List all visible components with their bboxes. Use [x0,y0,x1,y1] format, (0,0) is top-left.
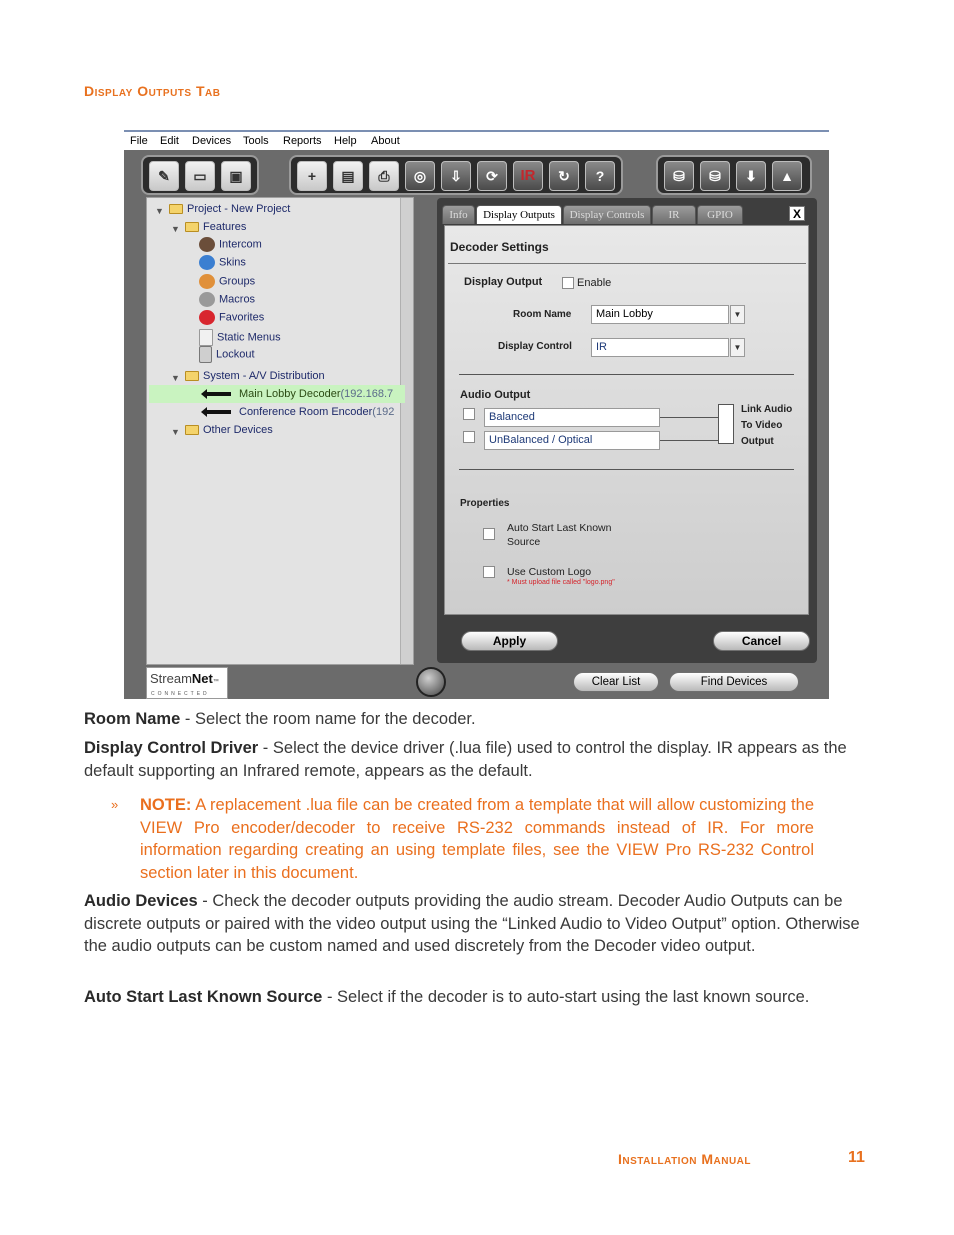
menu-help[interactable]: Help [334,135,357,147]
audio-output-label: Audio Output [460,389,531,401]
decoder-icon [205,392,231,396]
panel-title: Decoder Settings [450,240,549,254]
display-control-paragraph: Display Control Driver - Select the device driver (.lua file) used to control the display. IR appears as the default supporting an Infrared remote, appears as the default. [84,739,847,780]
document-icon [199,329,213,346]
add-device-icon[interactable]: + [297,161,327,191]
tab-info[interactable]: Info [442,205,475,224]
cancel-button[interactable]: Cancel [713,631,810,651]
section-title: Display Outputs Tab [84,83,221,99]
note-bullet: » [111,797,119,812]
wizard-icon[interactable]: ▲ [772,161,802,191]
tree-scrollbar[interactable] [400,198,413,664]
tab-gpio[interactable]: GPIO [697,205,743,224]
display-control-label: Display Control [498,341,572,352]
tree-item-encoder[interactable]: Conference Room Encoder(192 [205,406,394,418]
tree-item-intercom[interactable]: Intercom [199,237,262,252]
custom-logo-checkbox[interactable] [483,566,495,578]
page-number: 11 [848,1149,865,1166]
toolbar-device-group [289,155,623,195]
heart-icon [199,310,215,325]
device-tree [146,197,414,665]
expand-icon[interactable]: ▼ [171,427,180,437]
tab-ir[interactable]: IR [652,205,696,224]
folder-icon [185,425,199,435]
menu-reports[interactable]: Reports [283,135,322,147]
toolbar-file-group [141,155,259,195]
tree-item-macros[interactable]: Macros [199,292,255,307]
folder-icon [185,222,199,232]
display-output-label: Display Output [464,276,543,288]
chevron-down-icon[interactable]: ▼ [730,305,745,324]
download-icon[interactable]: ⇩ [441,161,471,191]
streamnet-logo: StreamNet™ CONNECTED [146,667,228,699]
link-audio-label-1: Link Audio [741,404,793,415]
footer-label: Installation Manual [618,1151,751,1167]
refresh-icon[interactable]: ↻ [549,161,579,191]
app-screenshot [124,130,829,699]
display-control-select[interactable]: IR [591,338,729,357]
apply-button[interactable]: Apply [461,631,558,651]
menu-file[interactable]: File [130,135,148,147]
printer-icon[interactable]: ⎙ [369,161,399,191]
macros-icon [199,292,215,307]
menu-edit[interactable]: Edit [160,135,179,147]
network-icon[interactable]: ⛁ [700,161,730,191]
device-icon[interactable]: ▤ [333,161,363,191]
tree-item-skins[interactable]: Skins [199,255,246,270]
tree-item-groups[interactable]: Groups [199,274,255,289]
link-audio-toggle[interactable] [718,404,734,444]
note-paragraph: NOTE: A replacement .lua file can be created from a template that will allow customizing the VIEW Pro encoder/decoder to receive RS-232 commands instead of IR. For more information regarding creating an using template files, see the VIEW Pro RS-232 Control section later in this document. [140,796,814,883]
save-icon[interactable]: ▣ [221,161,251,191]
enable-label: Enable [577,277,612,289]
folder-icon [169,204,183,214]
tab-display-controls[interactable]: Display Controls [563,205,651,224]
balanced-checkbox[interactable] [463,408,475,420]
tab-display-outputs[interactable]: Display Outputs [476,205,562,224]
properties-label: Properties [460,498,510,509]
custom-logo-note: * Must upload file called "logo.png" [507,579,615,586]
skins-icon [199,255,215,270]
help-icon[interactable]: ? [585,161,615,191]
auto-start-label-1: Auto Start Last Known [507,522,612,534]
audio-devices-paragraph: Audio Devices - Check the decoder outputs providing the audio stream. Decoder Audio Outputs can be discrete outputs or paired with the video output using the “Linked Audio to Video Output” option. Otherwise the audio outputs can be custom named and used discretely from the Decoder video output. [84,892,860,956]
room-name-paragraph: Room Name - Select the room name for the decoder. [84,710,476,728]
lock-icon [199,346,212,363]
unbalanced-checkbox[interactable] [463,431,475,443]
expand-icon[interactable]: ▼ [171,373,180,383]
menu-about[interactable]: About [371,135,400,147]
menu-tools[interactable]: Tools [243,135,269,147]
tree-other-devices[interactable]: Other Devices [185,424,273,436]
folder-icon [185,371,199,381]
intercom-icon [199,237,215,252]
tree-item-lockout[interactable]: Lockout [199,346,255,363]
auto-start-checkbox[interactable] [483,528,495,540]
tree-item-static-menus[interactable]: Static Menus [199,329,281,346]
room-name-label: Room Name [513,309,572,320]
auto-start-paragraph: Auto Start Last Known Source - Select if the decoder is to auto-start using the last known source. [84,988,810,1006]
expand-icon[interactable]: ▼ [155,206,164,216]
tree-project[interactable]: Project - New Project [169,203,290,215]
link-audio-label-2: To Video [741,420,783,431]
find-devices-button[interactable]: Find Devices [669,672,799,692]
enable-checkbox[interactable] [562,277,574,289]
groups-icon [199,274,215,289]
tree-features[interactable]: Features [185,221,246,233]
encoder-icon [205,410,231,414]
tree-item-decoder[interactable]: Main Lobby Decoder(192.168.7 [149,385,405,403]
balanced-field[interactable]: Balanced [484,408,660,427]
decoder-settings-panel [444,225,809,615]
expand-icon[interactable]: ▼ [171,224,180,234]
tree-item-favorites[interactable]: Favorites [199,310,264,325]
link-audio-label-3: Output [741,436,774,447]
sync-icon[interactable]: ⟳ [477,161,507,191]
fingerprint-icon[interactable]: ◎ [405,161,435,191]
close-button[interactable]: X [789,206,805,221]
clear-list-button[interactable]: Clear List [573,672,659,692]
ir-icon[interactable]: IR [513,161,543,191]
open-folder-icon[interactable]: ▭ [185,161,215,191]
room-name-select[interactable]: Main Lobby [591,305,729,324]
chevron-down-icon[interactable]: ▼ [730,338,745,357]
tree-system[interactable]: System - A/V Distribution [185,370,325,382]
auto-start-label-2: Source [507,536,541,548]
custom-logo-label: Use Custom Logo [507,566,592,578]
menu-bar [124,130,829,150]
globe-icon[interactable] [416,667,446,697]
unbalanced-field[interactable]: UnBalanced / Optical [484,431,660,450]
menu-devices[interactable]: Devices [192,135,232,147]
network-icon[interactable]: ⛁ [664,161,694,191]
upgrade-icon[interactable]: ⬇ [736,161,766,191]
toolbar-network-group [656,155,812,195]
new-project-icon[interactable]: ✎ [149,161,179,191]
